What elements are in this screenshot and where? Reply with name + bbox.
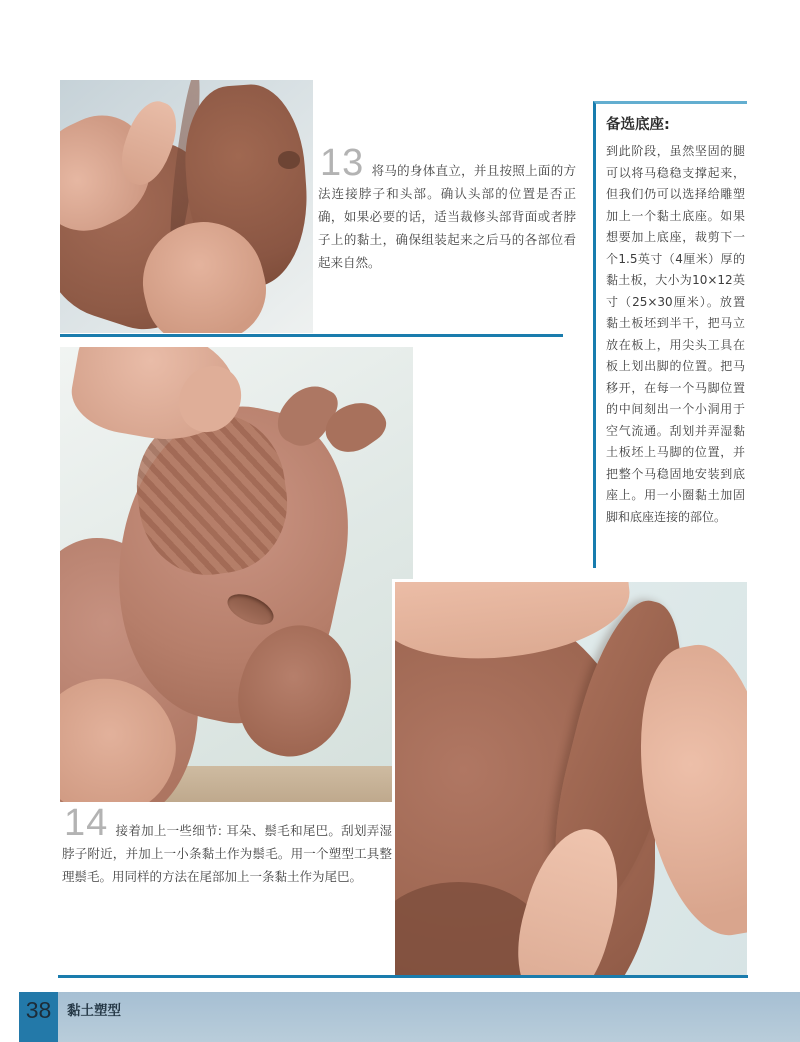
page-number-box	[19, 992, 58, 1042]
step-14-text: 接着加上一些细节: 耳朵、鬃毛和尾巴。刮划弄湿脖子附近，并加上一小条黏土作为鬃毛。用一个塑型工具整理鬃毛。用同样的方法在尾部加上一条黏土作为尾巴。	[62, 823, 392, 884]
sidebar-title: 备选底座:	[606, 117, 670, 133]
book-title: 黏土塑型	[67, 1003, 121, 1019]
photo-adding-mane	[392, 579, 747, 977]
photo-horse-head-detail	[60, 347, 413, 802]
photo-attaching-head	[60, 80, 313, 333]
step-14	[62, 802, 392, 888]
footer-divider-line	[58, 975, 748, 978]
sidebar-optional-base	[593, 101, 747, 568]
divider-line-step13	[60, 334, 563, 337]
step-13-number: 13	[320, 142, 365, 184]
step-13-text: 将马的身体直立，并且按照上面的方法连接脖子和头部。确认头部的位置是否正确，如果必要的话，适当裁修头部背面或者脖子上的黏土，确保组装起来之后马的各部位看起来自然。	[318, 163, 576, 270]
step-13	[318, 142, 576, 274]
footer-band	[19, 992, 800, 1042]
sidebar-body-text: 到此阶段，虽然坚固的腿可以将马稳稳支撑起来，但我们仍可以选择给雕塑加上一个黏土底座。如果想要加上底座，裁剪下一个1.5英寸（4厘米）厚的黏土板，大小为10×12英寸（25×30厘米）。放置黏土板坯到半干，把马立放在板上，用尖头工具在板上划出脚的位置。把马移开，在每一个马脚位置的中间刻出一个小洞用于空气流通。刮划并弄湿黏土板坯上马脚的位置，并把整个马稳固地安装到底座上。用一小圈黏土加固脚和底座连接的部位。	[606, 144, 745, 524]
footer-title-band	[58, 992, 800, 1042]
page-number: 38	[25, 997, 52, 1023]
clay-nostril	[278, 151, 301, 169]
step-14-number: 14	[64, 802, 109, 844]
